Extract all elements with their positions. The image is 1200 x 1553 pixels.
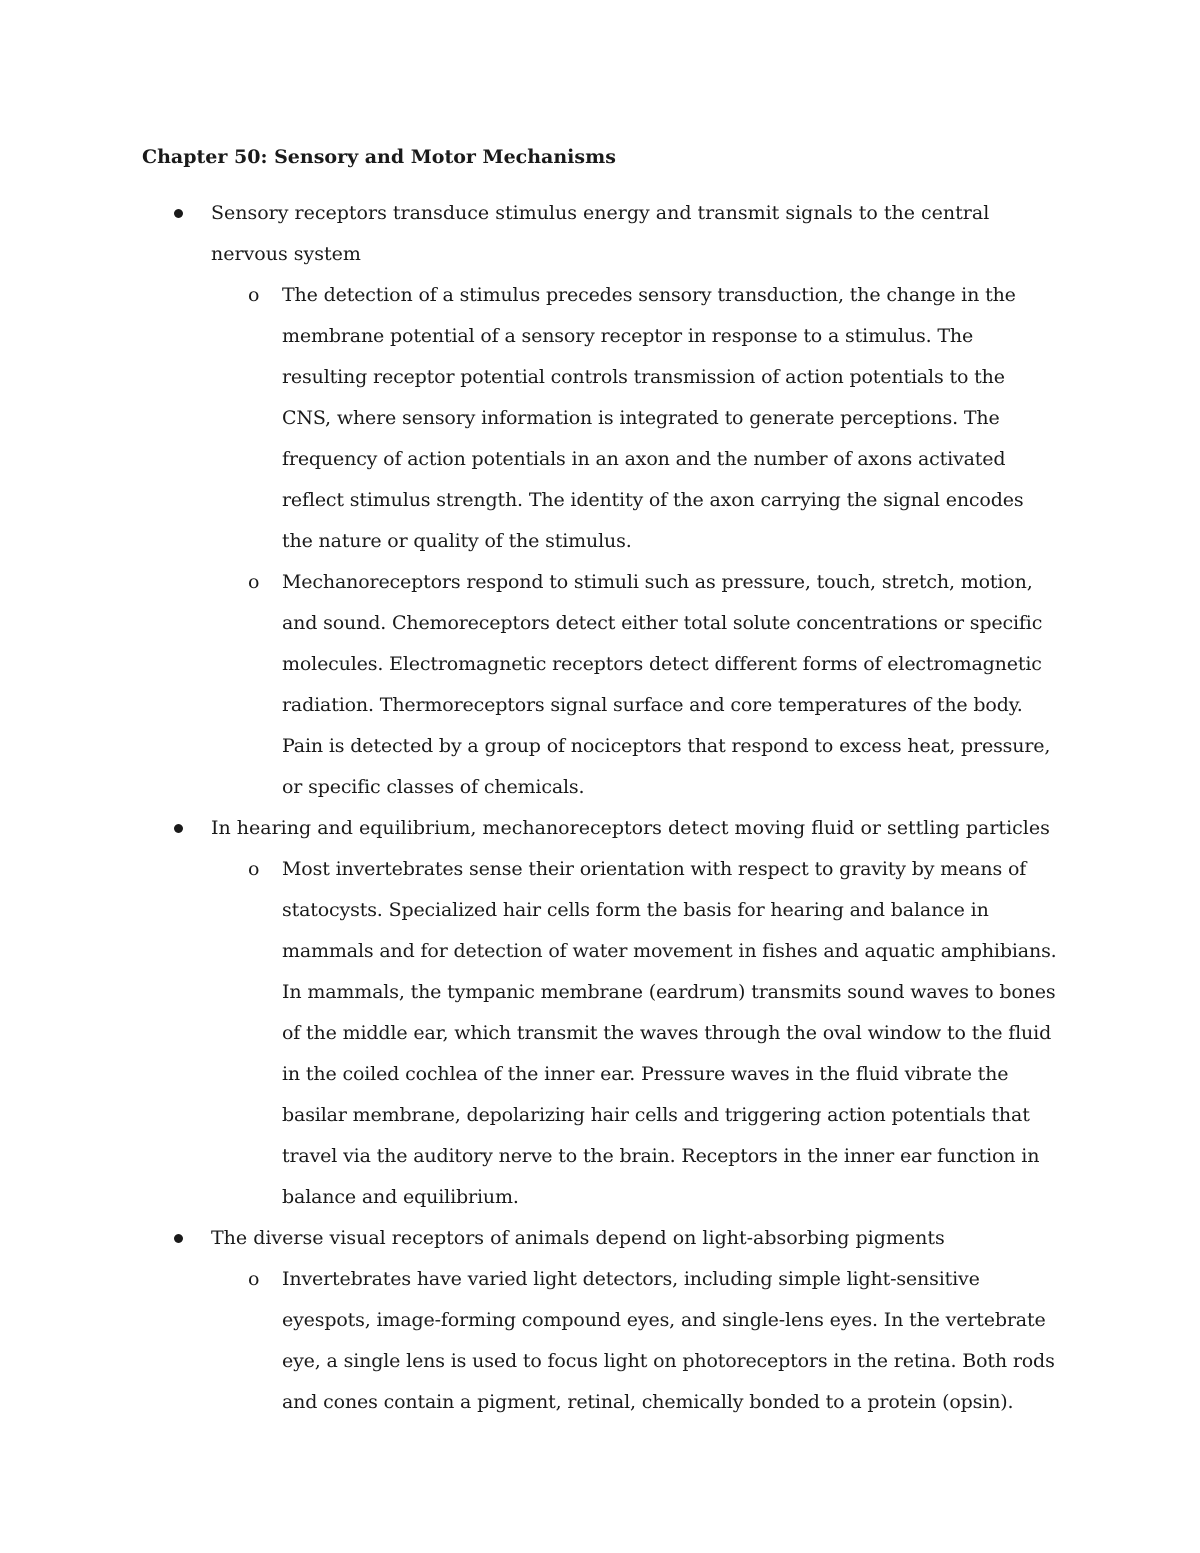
bullet-list xyxy=(0,193,1200,1423)
sub-item xyxy=(0,1259,1200,1423)
sub-bullet-icon: o xyxy=(248,1268,260,1290)
sub-bullet-icon: o xyxy=(248,858,260,880)
bullet-dot-icon xyxy=(174,1234,183,1243)
page-title: Chapter 50: Sensory and Motor Mechanisms xyxy=(142,146,616,168)
bullet-text: In hearing and equilibrium, mechanoreceptors detect moving fluid or settling particles xyxy=(211,817,1050,839)
sub-bullet-icon: o xyxy=(248,571,260,593)
sub-item xyxy=(0,562,1200,808)
sub-list xyxy=(0,275,1200,808)
sub-list xyxy=(0,849,1200,1218)
bullet-dot-icon xyxy=(174,209,183,218)
sub-item xyxy=(0,275,1200,562)
sub-list xyxy=(0,1259,1200,1423)
bullet-item xyxy=(0,193,1200,808)
bullet-dot-icon xyxy=(174,824,183,833)
bullet-text: The diverse visual receptors of animals depend on light-absorbing pigments xyxy=(211,1227,945,1249)
sub-item-text: Most invertebrates sense their orientation with respect to gravity by means of statocysts. Specialized hair cells form the basis for hearing and balance in mammals and for detection of water movement in fishes and aquatic amphibians. In mammals, the tympanic membrane (eardrum) transmits sound waves to bones of the middle ear, which transmit the waves through the oval window to the fluid in the coiled cochlea of the inner ear. Pressure waves in the fluid vibrate the basilar membrane, depolarizing hair cells and triggering action potentials that travel via the auditory nerve to the brain. Receptors in the inner ear function in balance and equilibrium. xyxy=(282,858,1057,1208)
sub-item xyxy=(0,849,1200,1218)
sub-item-text: Invertebrates have varied light detectors, including simple light-sensitive eyespots, image-forming compound eyes, and single-lens eyes. In the vertebrate eye, a single lens is used to focus light on photoreceptors in the retina. Both rods and cones contain a pigment, retinal, chemically bonded to a protein (opsin). xyxy=(282,1268,1055,1413)
bullet-item xyxy=(0,808,1200,1218)
bullet-item xyxy=(0,1218,1200,1423)
sub-item-text: The detection of a stimulus precedes sensory transduction, the change in the membrane potential of a sensory receptor in response to a stimulus. The resulting receptor potential controls transmission of action potentials to the CNS, where sensory information is integrated to generate perceptions. The frequency of action potentials in an axon and the number of axons activated reflect stimulus strength. The identity of the axon carrying the signal encodes the nature or quality of the stimulus. xyxy=(282,284,1024,552)
sub-item-text: Mechanoreceptors respond to stimuli such as pressure, touch, stretch, motion, and sound. Chemoreceptors detect either total solute concentrations or specific molecules. Electromagnetic receptors detect different forms of electromagnetic radiation. Thermoreceptors signal surface and core temperatures of the body. Pain is detected by a group of nociceptors that respond to excess heat, pressure, or specific classes of chemicals. xyxy=(282,571,1051,798)
sub-bullet-icon: o xyxy=(248,284,260,306)
bullet-text: Sensory receptors transduce stimulus energy and transmit signals to the central nervous system xyxy=(211,202,990,265)
